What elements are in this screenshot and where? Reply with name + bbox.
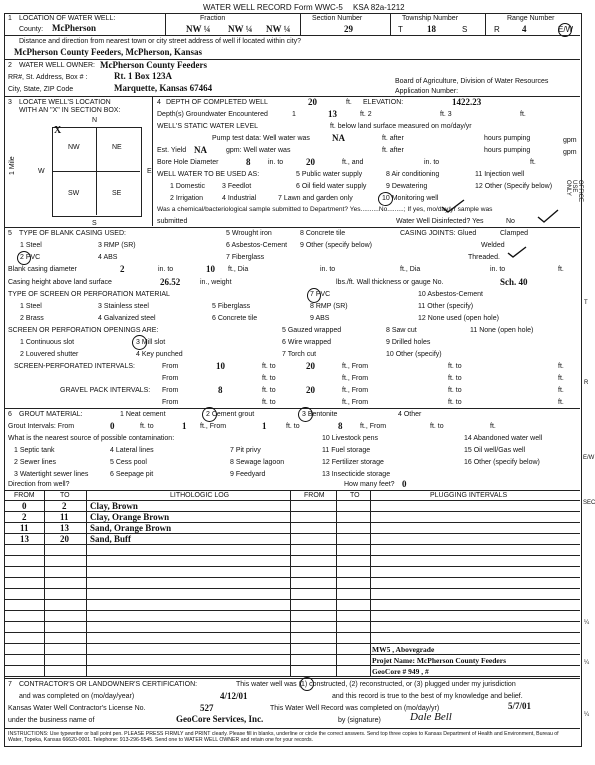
- grout-1-to: 1: [182, 421, 187, 431]
- use-3: 3 Feedlot: [222, 183, 252, 190]
- perf-from-label: From: [162, 363, 179, 370]
- range-value: 4: [522, 24, 527, 34]
- gravel-to-label: ft. to: [262, 387, 276, 394]
- log-header-from-2: FROM: [304, 492, 325, 499]
- screen-10: 10 Asbestos-Cement: [418, 291, 483, 298]
- township-t: T: [398, 25, 403, 34]
- source-15: 15 Oil well/Gas well: [464, 447, 526, 454]
- section-1-number: 1: [8, 15, 12, 22]
- county-label: County:: [19, 26, 44, 33]
- owner-value: McPherson County Feeders: [100, 60, 207, 70]
- bore-in-to: in. to: [268, 159, 284, 166]
- casing-2: 2 PVC: [20, 254, 41, 261]
- address-label: RR#, St. Address, Box # :: [8, 74, 88, 81]
- county-value: McPherson: [52, 23, 96, 33]
- section-5-number: 5: [8, 230, 12, 237]
- grout-label: GROUT MATERIAL:: [19, 411, 83, 418]
- source-10: 10 Livestock pens: [322, 435, 379, 442]
- grout-3: 3 Bentonite: [302, 411, 338, 418]
- fraction-1: NW ¼: [186, 24, 211, 34]
- side-ew: E/W: [583, 455, 595, 461]
- license-value: 527: [200, 703, 214, 713]
- source-5: 5 Cess pool: [110, 459, 147, 466]
- north-label: N: [92, 117, 98, 124]
- disinfected-no: No: [506, 218, 515, 225]
- ksa-number: KSA 82a-1212: [353, 3, 405, 12]
- log-header-plugging: PLUGGING INTERVALS: [430, 492, 508, 499]
- perf-to-value: 20: [306, 361, 315, 371]
- range-r: R: [494, 25, 500, 34]
- gravel-label: GRAVEL PACK INTERVALS:: [60, 387, 151, 394]
- casing-6: 6 Asbestos-Cement: [226, 242, 288, 249]
- weight-label: in., weight: [200, 279, 232, 286]
- section-number-label: Section Number: [312, 15, 363, 22]
- side-q-3: ¼: [584, 712, 590, 718]
- certification-line-1: This water well was (1) constructed, (2) reconstructed, or (3) plugged under my jurisdiction: [236, 681, 516, 688]
- quad-se: SE: [112, 190, 122, 197]
- yield-hours: hours pumping: [484, 147, 531, 154]
- opening-11: 11 None (open hole): [470, 327, 534, 334]
- opening-6: 6 Wire wrapped: [282, 339, 332, 346]
- grout-2: 2 Cement grout: [206, 411, 255, 418]
- screen-7-circle: [307, 288, 321, 303]
- perf-to-label: ft. to: [262, 363, 276, 370]
- section-number-value: 29: [344, 24, 353, 34]
- screen-4: 4 Galvanized steel: [98, 315, 156, 322]
- log-row-3-to: 13: [60, 523, 69, 533]
- elevation-label: ELEVATION:: [363, 99, 404, 106]
- use-5: 5 Public water supply: [296, 171, 363, 178]
- yield-value: NA: [194, 145, 207, 155]
- section-4-number: 4: [157, 99, 161, 106]
- opening-5: 5 Gauzed wrapped: [282, 327, 342, 334]
- opening-8: 8 Saw cut: [386, 327, 417, 334]
- log-row-1-to: 2: [62, 501, 67, 511]
- screen-3: 3 Stainless steel: [98, 303, 149, 310]
- section-2-number: 2: [8, 62, 12, 69]
- address-value: Rt. 1 Box 123A: [114, 71, 172, 81]
- bore-and: ft., and: [342, 159, 364, 166]
- elevation-value: 1422.23: [452, 97, 482, 107]
- township-s: S: [462, 25, 468, 34]
- blank-in-to-3: in. to: [490, 266, 506, 273]
- disinfected-label: Water Well Disinfected? Yes: [396, 218, 484, 225]
- screen-1: 1 Steel: [20, 303, 42, 310]
- static-label: WELL'S STATIC WATER LEVEL: [157, 123, 259, 130]
- casing-9: 9 Other (specify below): [300, 242, 372, 249]
- township-label: Township Number: [402, 15, 459, 22]
- lbs-label: lbs./ft. Wall thickness or gauge No.: [336, 279, 444, 286]
- signature-label: by (signature): [338, 717, 381, 724]
- gravel-to-value: 20: [306, 385, 315, 395]
- log-row-4-to: 20: [60, 534, 69, 544]
- use-1: 1 Domestic: [170, 183, 206, 190]
- casing-2-circle: [17, 251, 31, 265]
- pump-gpm: gpm: [563, 137, 577, 144]
- use-11: 11 Injection well: [475, 171, 525, 178]
- use-8: 8 Air conditioning: [386, 171, 440, 178]
- yield-label: Est. Yield: [157, 147, 187, 154]
- groundwater-1: 13: [328, 109, 337, 119]
- fraction-2: NW ¼: [228, 24, 253, 34]
- side-r: R: [584, 380, 589, 386]
- instructions-text: INSTRUCTIONS: Use typewriter or ball point pen. PLEASE PRESS FIRMLY and PRINT clearly. Please fill in blanks, underline or circle the correct answers. Send top three copies to Kansas Department of Health and Environment, Bureau of Water, Topeka, Kansas 66620-0001. Telephone: 913-296-5545. Send one to WATER WELL OWNER and retain one for your records.: [8, 731, 559, 744]
- static-tail: ft. below land surface measured on mo/day/yr: [330, 123, 472, 130]
- record-completed-value: 5/7/01: [508, 701, 532, 711]
- log-row-4-from: 13: [20, 534, 29, 544]
- source-11: 11 Fuel storage: [322, 447, 371, 454]
- log-row-1-desc: Clay, Brown: [90, 501, 138, 511]
- source-2: 2 Sewer lines: [14, 459, 57, 466]
- bore-label: Bore Hole Diameter: [157, 159, 219, 166]
- fraction-label: Fraction: [200, 15, 226, 22]
- blank-ft-dia: ft., Dia: [228, 266, 249, 273]
- height-label: Casing height above land surface: [8, 279, 112, 286]
- bore-to-value: 20: [306, 157, 315, 167]
- screen-11: 11 Other (specify): [418, 303, 474, 310]
- checkmark-icon: [506, 245, 528, 259]
- log-header-from: FROM: [14, 492, 35, 499]
- opening-9: 9 Drilled holes: [386, 339, 431, 346]
- screen-6: 6 Concrete tile: [212, 315, 258, 322]
- section-6-number: 6: [8, 411, 12, 418]
- yield-ft-after: ft. after: [382, 147, 404, 154]
- source-14: 14 Abandoned water well: [464, 435, 543, 442]
- casing-8: 8 Concrete tile: [300, 230, 346, 237]
- certification-line-2b: and this record is true to the best of my knowledge and belief.: [332, 693, 523, 700]
- opening-4: 4 Key punched: [136, 351, 183, 358]
- casing-3: 3 RMP (SR): [98, 242, 136, 249]
- log-row-1-from: 0: [22, 501, 27, 511]
- blank-to-value: 10: [206, 264, 215, 274]
- section-1-label: LOCATION OF WATER WELL:: [19, 15, 116, 22]
- grout-3-circle: [298, 407, 313, 422]
- screen-7: 7 PVC: [310, 291, 331, 298]
- side-sec: SEC: [583, 500, 595, 506]
- source-3: 3 Watertight sewer lines: [14, 471, 89, 478]
- certification-label: CONTRACTOR'S OR LANDOWNER'S CERTIFICATION:: [19, 681, 198, 688]
- office-use-label: OFFICE USE ONLY: [565, 180, 583, 202]
- note-2: Projet Name: McPherson County Feeders: [372, 656, 506, 665]
- checkmark-icon: [536, 208, 560, 224]
- sample-question: Was a chemical/bacteriological sample submitted to Department? Yes..........No.........; If yes, mo/day/yr sample was: [157, 206, 493, 213]
- howmany-value: 0: [402, 479, 407, 489]
- side-q-2: ¼: [584, 660, 590, 666]
- screen-label: TYPE OF SCREEN OR PERFORATION MATERIAL: [8, 291, 170, 298]
- log-header-to: TO: [60, 492, 70, 499]
- screen-2: 2 Brass: [20, 315, 44, 322]
- blank-dia-value: 2: [120, 264, 125, 274]
- source-1: 1 Septic tank: [14, 447, 55, 454]
- source-9: 9 Feedyard: [230, 471, 266, 478]
- city-value: Marquette, Kansas 67464: [114, 83, 213, 93]
- use-2: 2 Irrigation: [170, 195, 204, 202]
- section-3-number: 3: [8, 99, 12, 106]
- opening-1: 1 Continuous slot: [20, 339, 75, 346]
- pump-ft-after: ft. after: [382, 135, 404, 142]
- log-row-3-desc: Sand, Orange Brown: [90, 523, 172, 533]
- opening-2: 2 Louvered shutter: [20, 351, 79, 358]
- log-header-lithology: LITHOLOGIC LOG: [170, 492, 230, 499]
- source-16: 16 Other (specify below): [464, 459, 540, 466]
- signature-value: Dale Bell: [410, 711, 452, 723]
- use-10: 10 Monitoring well: [382, 195, 439, 202]
- blank-in-to-2: in. to: [320, 266, 336, 273]
- screen-12: 12 None used (open hole): [418, 315, 499, 322]
- yield-gpm: gpm: [563, 149, 577, 156]
- grout-1: 1 Neat cement: [120, 411, 166, 418]
- joints-label: CASING JOINTS: Glued: [400, 230, 477, 237]
- direction-label: Direction from well?: [8, 481, 70, 488]
- source-13: 13 Insecticide storage: [322, 471, 391, 478]
- business-value: GeoCore Services, Inc.: [176, 714, 264, 724]
- bore-in-to-2: in. to: [424, 159, 440, 166]
- screen-8: 8 RMP (SR): [310, 303, 348, 310]
- yield-mid: gpm: Well water was: [226, 147, 291, 154]
- sample-submitted: submitted: [157, 218, 188, 225]
- opening-10: 10 Other (specify): [386, 351, 442, 358]
- casing-label: TYPE OF BLANK CASING USED:: [19, 230, 126, 237]
- side-q-1: ¼: [584, 620, 590, 626]
- board-label: Board of Agriculture, Division of Water Resources: [395, 78, 549, 85]
- use-7: 7 Lawn and garden only: [278, 195, 353, 202]
- opening-3-circle: [132, 335, 147, 350]
- source-7: 7 Pit privy: [230, 447, 261, 454]
- groundwater-label: Depth(s) Groundwater Encountered: [157, 111, 268, 118]
- blank-ft-dia-2: ft., Dia: [400, 266, 421, 273]
- quad-ne: NE: [112, 144, 122, 151]
- city-label: City, State, ZIP Code: [8, 86, 74, 93]
- section-box: [52, 127, 142, 217]
- record-completed-label: This Water Well Record was completed on (mo/day/yr): [270, 705, 440, 712]
- use-10-circle: [378, 192, 393, 206]
- quad-sw: SW: [68, 190, 80, 197]
- joints-threaded: Threaded.: [468, 254, 500, 261]
- location-x-mark: X: [54, 125, 62, 136]
- log-header-to-2: TO: [350, 492, 360, 499]
- completed-value: 4/12/01: [220, 691, 248, 701]
- source-8: 8 Sewage lagoon: [230, 459, 285, 466]
- range-label: Range Number: [507, 15, 555, 22]
- west-label: W: [38, 168, 45, 175]
- east-label: E: [147, 168, 152, 175]
- depth-value: 20: [308, 97, 317, 107]
- grout-4: 4 Other: [398, 411, 422, 418]
- source-12: 12 Fertilizer storage: [322, 459, 384, 466]
- source-6: 6 Seepage pit: [110, 471, 154, 478]
- completed-label: and was completed on (mo/day/year): [19, 693, 135, 700]
- openings-label: SCREEN OR PERFORATION OPENINGS ARE:: [8, 327, 159, 334]
- log-row-2-from: 2: [22, 512, 27, 522]
- log-row-4-desc: Sand, Buff: [90, 534, 132, 544]
- bore-value: 8: [246, 157, 251, 167]
- depth-ft: ft.: [346, 99, 352, 106]
- casing-7: 7 Fiberglass: [226, 254, 265, 261]
- license-label: Kansas Water Well Contractor's License No.: [8, 705, 146, 712]
- quad-nw: NW: [68, 144, 80, 151]
- distance-label: Distance and direction from nearest town or city street address of well if located within city?: [19, 38, 302, 45]
- howmany-label: How many feet?: [344, 481, 395, 488]
- use-4: 4 Industrial: [222, 195, 257, 202]
- log-row-3-from: 11: [20, 523, 29, 533]
- casing-1: 1 Steel: [20, 242, 42, 249]
- pump-hours: hours pumping: [484, 135, 531, 142]
- screen-9: 9 ABS: [310, 315, 330, 322]
- form-title: WATER WELL RECORD: [203, 3, 292, 12]
- pump-label: Pump test data: Well water was: [212, 135, 310, 142]
- joints-clamped: Clamped: [500, 230, 529, 237]
- township-value: 18: [427, 24, 436, 34]
- grout-1-from: 0: [110, 421, 115, 431]
- section-3-label-2: WITH AN "X" IN SECTION BOX:: [19, 107, 121, 114]
- opening-3: 3 Mill slot: [136, 339, 166, 346]
- casing-4: 4 ABS: [98, 254, 118, 261]
- perf-label: SCREEN-PERFORATED INTERVALS:: [14, 363, 135, 370]
- gravel-from-label: From: [162, 387, 179, 394]
- form-border: [4, 13, 582, 747]
- fraction-3: NW ¼: [266, 24, 291, 34]
- application-number-label: Application Number:: [395, 88, 459, 95]
- note-3: GeoCore # 949 , #: [372, 667, 429, 676]
- casing-5: 5 Wrought iron: [226, 230, 272, 237]
- constructed-circle: [300, 677, 314, 691]
- screen-5: 5 Fiberglass: [212, 303, 251, 310]
- checkmark-icon: [440, 198, 466, 214]
- log-row-2-desc: Clay, Orange Brown: [90, 512, 170, 522]
- grout-intervals-label: Grout Intervals: From: [8, 423, 75, 430]
- contamination-question: What is the nearest source of possible contamination:: [8, 435, 175, 442]
- opening-7: 7 Torch cut: [282, 351, 317, 358]
- gravel-from-value: 8: [218, 385, 223, 395]
- depth-label: DEPTH OF COMPLETED WELL: [166, 99, 268, 106]
- mile-label: 1 Mile: [9, 156, 16, 175]
- grout-2-circle: [202, 407, 217, 422]
- section-3-label-1: LOCATE WELL'S LOCATION: [19, 99, 111, 106]
- log-row-2-to: 11: [60, 512, 69, 522]
- distance-value: McPherson County Feeders, McPherson, Kansas: [14, 47, 202, 57]
- range-ew: E/W: [558, 25, 574, 34]
- height-value: 26.52: [160, 277, 181, 287]
- source-4: 4 Lateral lines: [110, 447, 154, 454]
- south-label: S: [92, 220, 97, 227]
- note-1: MW5 , Abovegrade: [372, 645, 435, 654]
- pump-value: NA: [332, 133, 345, 143]
- business-label: under the business name of: [8, 717, 95, 724]
- section-7-number: 7: [8, 681, 12, 688]
- use-9: 9 Dewatering: [386, 183, 428, 190]
- owner-label: WATER WELL OWNER:: [19, 62, 95, 69]
- use-12: 12 Other (Specify below): [475, 183, 553, 190]
- use-label: WELL WATER TO BE USED AS:: [157, 171, 260, 178]
- side-t: T: [584, 300, 588, 306]
- schedule-value: Sch. 40: [500, 277, 528, 287]
- grout-2-to: 8: [338, 421, 343, 431]
- form-number: Form WWC-5: [294, 3, 343, 12]
- grout-2-from: 1: [262, 421, 267, 431]
- use-6: 6 Oil field water supply: [296, 183, 367, 190]
- blank-in-to: in. to: [158, 266, 174, 273]
- perf-from-value: 10: [216, 361, 225, 371]
- blank-dia-label: Blank casing diameter: [8, 266, 77, 273]
- joints-welded: Welded: [481, 242, 505, 249]
